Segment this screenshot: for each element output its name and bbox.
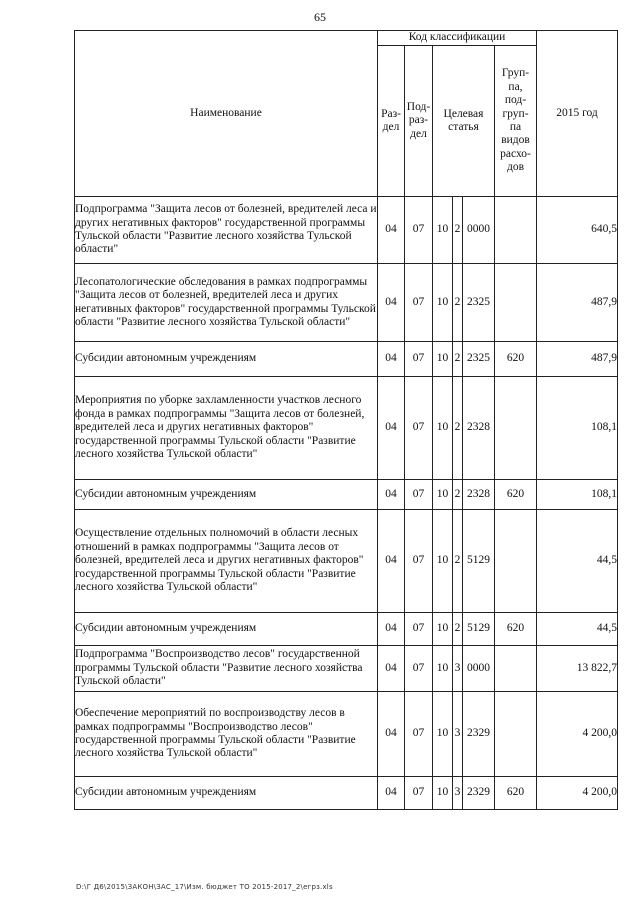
table-row	[75, 377, 618, 480]
row-subsection: 07	[405, 510, 433, 613]
table-row	[75, 613, 618, 646]
row-target-subprogram: 3	[453, 777, 463, 810]
row-amount: 13 822,7	[537, 646, 618, 692]
row-expense-group: 620	[495, 613, 537, 646]
row-expense-group	[495, 377, 537, 480]
row-target-direction: 2325	[463, 342, 495, 377]
row-section: 04	[378, 646, 405, 692]
row-section: 04	[378, 264, 405, 342]
row-target-direction: 2325	[463, 264, 495, 342]
row-expense-group	[495, 264, 537, 342]
row-subsection: 07	[405, 613, 433, 646]
row-target-direction: 0000	[463, 646, 495, 692]
row-target-subprogram: 3	[453, 646, 463, 692]
row-name: Осуществление отдельных полномочий в области лесных отношений в рамках подпрограммы "Защита лесов от болезней, вредителей леса и других негативных факторов" государственной программы Тульской области "Развитие лесного хозяйства Тульской области"	[75, 510, 378, 613]
row-name: Субсидии автономным учреждениям	[75, 777, 378, 810]
row-subsection: 07	[405, 480, 433, 510]
table-row	[75, 264, 618, 342]
row-target-program: 10	[433, 646, 453, 692]
row-target-subprogram: 3	[453, 692, 463, 777]
row-target-subprogram: 2	[453, 510, 463, 613]
row-subsection: 07	[405, 646, 433, 692]
table-row	[75, 777, 618, 810]
row-target-subprogram: 2	[453, 197, 463, 264]
row-amount: 108,1	[537, 377, 618, 480]
row-section: 04	[378, 692, 405, 777]
row-name: Подпрограмма "Защита лесов от болезней, вредителей леса и других негативных факторов" государственной программы Тульской области "Развитие лесного хозяйства Тульской области"	[75, 197, 378, 264]
row-name: Субсидии автономным учреждениям	[75, 613, 378, 646]
row-target-direction: 2328	[463, 480, 495, 510]
row-subsection: 07	[405, 377, 433, 480]
row-section: 04	[378, 613, 405, 646]
row-target-program: 10	[433, 692, 453, 777]
column-header-section: Раз- дел	[378, 46, 405, 197]
row-subsection: 07	[405, 342, 433, 377]
row-name: Субсидии автономным учреждениям	[75, 480, 378, 510]
column-header-name: Наименование	[75, 31, 378, 197]
row-section: 04	[378, 480, 405, 510]
row-amount: 487,9	[537, 342, 618, 377]
page-number: 65	[314, 10, 326, 24]
column-header-target-article: Целевая статья	[433, 46, 495, 197]
row-section: 04	[378, 197, 405, 264]
row-expense-group	[495, 646, 537, 692]
row-subsection: 07	[405, 692, 433, 777]
row-target-program: 10	[433, 613, 453, 646]
row-expense-group	[495, 510, 537, 613]
row-expense-group	[495, 692, 537, 777]
row-section: 04	[378, 342, 405, 377]
row-amount: 4 200,0	[537, 692, 618, 777]
row-target-direction: 2329	[463, 777, 495, 810]
row-target-direction: 5129	[463, 510, 495, 613]
row-expense-group: 620	[495, 342, 537, 377]
row-amount: 44,5	[537, 510, 618, 613]
row-subsection: 07	[405, 264, 433, 342]
row-target-program: 10	[433, 197, 453, 264]
row-name: Лесопатологические обследования в рамках подпрограммы "Защита лесов от болезней, вредителей леса и других негативных факторов" государственной программы Тульской области "Развитие лесного хозяйства Тульской области"	[75, 264, 378, 342]
table-row	[75, 197, 618, 264]
row-amount: 108,1	[537, 480, 618, 510]
row-amount: 640,5	[537, 197, 618, 264]
row-target-program: 10	[433, 777, 453, 810]
column-header-classification: Код классификации	[378, 31, 537, 46]
row-name: Мероприятия по уборке захламленности участков лесного фонда в рамках подпрограммы "Защита лесов от болезней, вредителей леса и других негативных факторов" государственной программы Тульской области "Развитие лесного хозяйства Тульской области"	[75, 377, 378, 480]
row-expense-group	[495, 197, 537, 264]
row-amount: 44,5	[537, 613, 618, 646]
row-section: 04	[378, 510, 405, 613]
row-target-subprogram: 2	[453, 264, 463, 342]
row-expense-group: 620	[495, 480, 537, 510]
table-row	[75, 510, 618, 613]
budget-table	[74, 30, 618, 810]
row-target-program: 10	[433, 480, 453, 510]
table-row	[75, 480, 618, 510]
row-target-program: 10	[433, 264, 453, 342]
row-target-direction: 2329	[463, 692, 495, 777]
row-section: 04	[378, 777, 405, 810]
row-subsection: 07	[405, 197, 433, 264]
row-target-subprogram: 2	[453, 377, 463, 480]
column-header-subsection: Под- раз- дел	[405, 46, 433, 197]
row-target-direction: 2328	[463, 377, 495, 480]
row-name: Подпрограмма "Воспроизводство лесов" государственной программы Тульской области "Развитие лесного хозяйства Тульской области"	[75, 646, 378, 692]
file-path-footer: D:\Г Д6\2015\ЗАКОН\ЗАС_17\Изм. бюджет ТО 2015-2017_2\егрз.xls	[76, 883, 333, 891]
row-subsection: 07	[405, 777, 433, 810]
table-row	[75, 342, 618, 377]
row-target-direction: 5129	[463, 613, 495, 646]
column-header-year: 2015 год	[537, 31, 618, 197]
row-amount: 487,9	[537, 264, 618, 342]
row-name: Обеспечение мероприятий по воспроизводству лесов в рамках подпрограммы "Воспроизводство лесов" государственной программы Тульской области "Развитие лесного хозяйства Тульской области"	[75, 692, 378, 777]
row-target-program: 10	[433, 377, 453, 480]
row-target-subprogram: 2	[453, 342, 463, 377]
row-expense-group: 620	[495, 777, 537, 810]
row-amount: 4 200,0	[537, 777, 618, 810]
table-row	[75, 692, 618, 777]
row-target-program: 10	[433, 342, 453, 377]
row-section: 04	[378, 377, 405, 480]
row-target-subprogram: 2	[453, 480, 463, 510]
row-name: Субсидии автономным учреждениям	[75, 342, 378, 377]
column-header-expense-group: Груп- па, под- груп- па видов расхо- дов	[495, 46, 537, 197]
table-row	[75, 646, 618, 692]
row-target-program: 10	[433, 510, 453, 613]
row-target-direction: 0000	[463, 197, 495, 264]
row-target-subprogram: 2	[453, 613, 463, 646]
